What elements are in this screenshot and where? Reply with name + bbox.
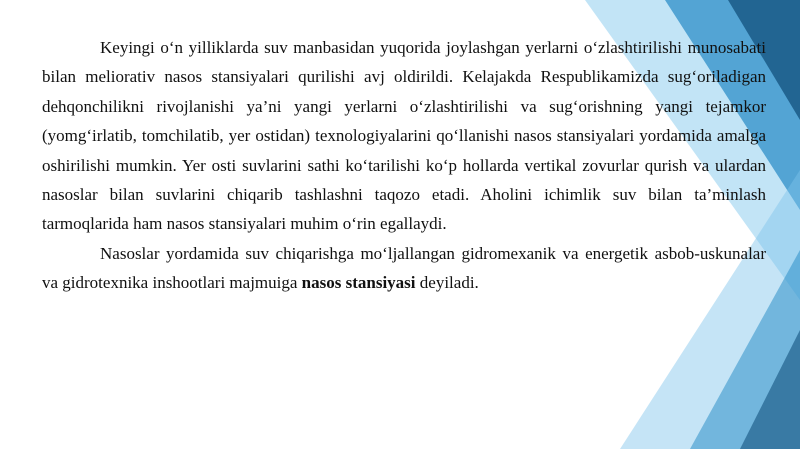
term-nasos-stansiyasi: nasos stansiyasi [301, 273, 416, 293]
paragraph-1 [42, 33, 766, 239]
paragraph-2-text-after: deyiladi. [415, 273, 479, 293]
body-text [42, 33, 766, 298]
paragraph-1-text: Keyingi o‘n yilliklarda suv manbasidan yuqorida joylashgan yerlarni o‘zlashtirilishi munosabati bilan meliorativ nasos stansiyalari qurilishi avj oldirildi. Kelajakda Respublikamizda sug‘oriladigan dehqonchilikni rivojlanishi ya’ni yangi yerlarni o‘zlashtirilishi va sug‘orishning yangi tejamkor (yomg‘irlatib, tomchilatib, yer ostidan) texnologiyalarini qo‘llanishi nasos stansiyalari yordamida amalga oshirilishi mumkin. Yer osti suvlarini sathi ko‘tarilishi ko‘p hollarda vertikal zovurlar qurish va ulardan nasoslar bilan suvlarini chiqarib tashlashni taqozo etadi. Aholini ichimlik suv bilan ta’minlash tarmoqlarida ham nasos stansiyalari muhim o‘rin egallaydi. [42, 38, 766, 234]
paragraph-2-text-before: Nasoslar yordamida suv chiqarishga mo‘ljallangan gidromexanik va energetik asbob-uskunalar va gidrotexnika inshootlari majmuiga [42, 243, 766, 293]
paragraph-2 [42, 239, 766, 298]
